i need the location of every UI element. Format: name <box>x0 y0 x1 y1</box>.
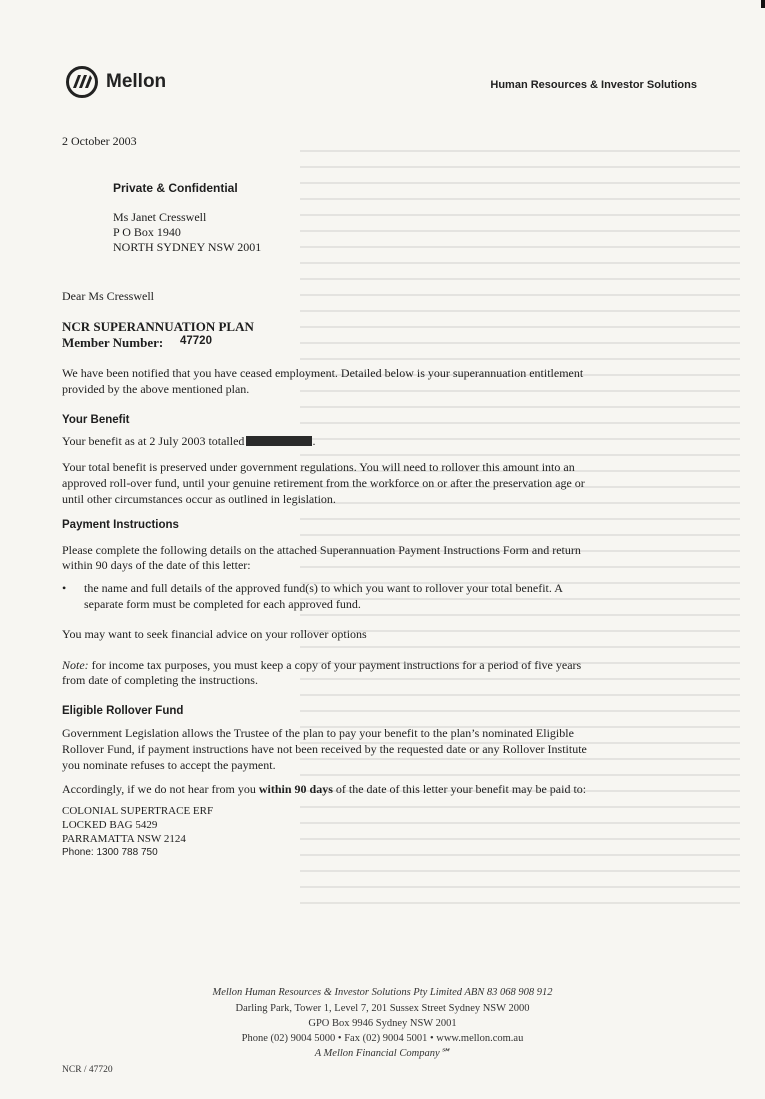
bullet-symbol: • <box>62 581 67 595</box>
confidential-heading: Private & Confidential <box>113 181 238 195</box>
member-number-row <box>62 335 212 351</box>
erf-heading: Eligible Rollover Fund <box>62 705 184 717</box>
preserved-line-3: until other circumstances occur as outlined in legislation. <box>62 492 336 506</box>
recipient-address-line1: P O Box 1940 <box>113 225 181 239</box>
mellon-logo <box>66 66 166 98</box>
brand-name: Mellon <box>106 71 167 92</box>
accordingly-bold: within 90 days <box>258 782 333 796</box>
benefit-heading: Your Benefit <box>62 414 130 426</box>
payment-line-2: within 90 days of the date of this letter: <box>62 558 251 572</box>
note-line-2: from date of completing the instructions. <box>62 673 258 687</box>
footer-address-1: Darling Park, Tower 1, Level 7, 201 Sussex Street Sydney NSW 2000 <box>235 1003 530 1014</box>
salutation: Dear Ms Cresswell <box>62 289 154 303</box>
bullet-item <box>62 581 662 612</box>
bullet-line-1: the name and full details of the approved fund(s) to which you want to rollover your total benefit. A <box>84 581 563 595</box>
preserved-line-2: approved roll-over fund, until your genuine retirement from the workforce on or after the preservation age or <box>62 476 585 490</box>
recipient-name: Ms Janet Cresswell <box>113 210 207 224</box>
accordingly-line <box>62 782 586 798</box>
bullet-line-2: separate form must be completed for each approved fund. <box>84 596 361 611</box>
erf-address-line1: COLONIAL SUPERTRACE ERF <box>62 805 214 817</box>
benefit-end: . <box>312 434 316 448</box>
erf-line-2: Rollover Fund, if payment instructions have not been received by the requested date or any Rollover Institute <box>62 742 587 756</box>
show-through-background <box>300 150 740 920</box>
accordingly-suffix: of the date of this letter your benefit may be paid to: <box>332 782 587 796</box>
plan-name: NCR SUPERANNUATION PLAN <box>62 319 254 334</box>
recipient-address-line2: NORTH SYDNEY NSW 2001 <box>113 240 262 254</box>
benefit-text: Your benefit as at 2 July 2003 totalled <box>62 434 245 448</box>
footer-address-2: GPO Box 9946 Sydney NSW 2001 <box>308 1018 457 1029</box>
payment-line-1: Please complete the following details on the attached Superannuation Payment Instructions Form and return <box>62 543 581 557</box>
footer-company: Mellon Human Resources & Investor Solutions Pty Limited ABN 83 068 908 912 <box>212 987 553 998</box>
intro-line-2: provided by the above mentioned plan. <box>62 382 250 396</box>
erf-line-3: you nominate refuses to accept the payment. <box>62 758 276 772</box>
division-name: Human Resources & Investor Solutions <box>490 79 697 91</box>
member-number-value: 47720 <box>180 335 212 347</box>
reference-number: NCR / 47720 <box>62 1065 113 1075</box>
accordingly-prefix: Accordingly, if we do not hear from you <box>62 782 259 796</box>
member-number-label: Member Number: <box>62 335 164 350</box>
note-line-1 <box>62 658 581 674</box>
preserved-line-1: Your total benefit is preserved under government regulations. You will need to rollover this amount into an <box>62 460 575 474</box>
intro-line-1: We have been notified that you have ceased employment. Detailed below is your superannuation entitlement <box>62 366 584 380</box>
note-label: Note: <box>62 658 89 672</box>
erf-phone: Phone: 1300 788 750 <box>62 847 158 858</box>
erf-address-line3: PARRAMATTA NSW 2124 <box>62 833 186 845</box>
footer-tagline: A Mellon Financial Company℠ <box>314 1048 451 1059</box>
footer-contact: Phone (02) 9004 5000 • Fax (02) 9004 5001 • www.mellon.com.au <box>241 1033 524 1044</box>
note-text: for income tax purposes, you must keep a copy of your payment instructions for a period of five years <box>88 658 582 672</box>
erf-address-line2: LOCKED BAG 5429 <box>62 819 158 831</box>
payment-heading: Payment Instructions <box>62 519 179 531</box>
redacted-amount <box>246 436 312 446</box>
mellon-logo-icon <box>66 66 98 98</box>
benefit-statement <box>62 434 315 450</box>
scan-corner-mark <box>761 0 765 8</box>
letter-date: 2 October 2003 <box>62 134 137 148</box>
erf-line-1: Government Legislation allows the Trustee of the plan to pay your benefit to the plan’s nominated Eligible <box>62 726 574 740</box>
financial-advice: You may want to seek financial advice on your rollover options <box>62 627 367 641</box>
